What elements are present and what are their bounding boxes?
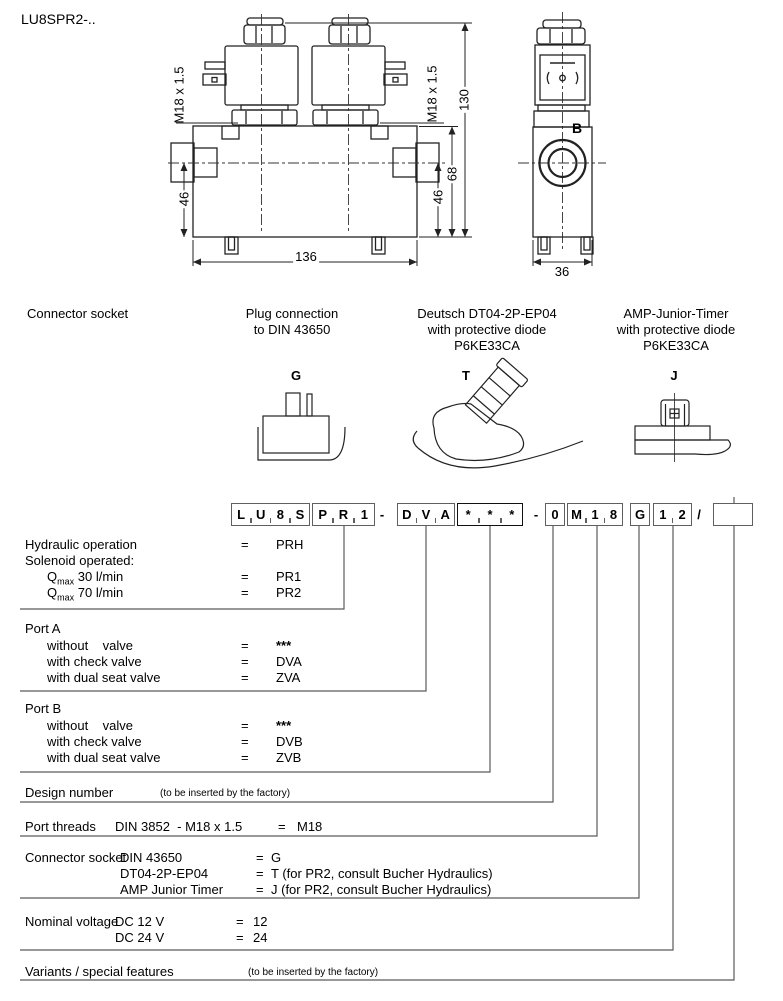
dim-m18-left-label: M18 x 1.5 (171, 66, 187, 124)
connector-t-title-line1: Deutsch DT04-2P-EP04 (417, 306, 557, 321)
s2-row2-value: DVA (276, 654, 302, 669)
s1-row3-eq: = (241, 569, 249, 584)
connector-g-title-line2: to DIN 43650 (253, 322, 331, 337)
dim-130-label: 130 (456, 89, 472, 111)
order-code-slash: / (697, 507, 701, 522)
s3-row3-label: with dual seat valve (47, 750, 161, 765)
s7-row1-eq: = (236, 914, 244, 929)
dim-46-left-label: 46 (176, 191, 192, 207)
s5-eq: = (278, 819, 286, 834)
s2-row1-value: *** (276, 638, 292, 653)
s1-row4-label: $Q_{max}$ 70 l/min (47, 585, 124, 603)
s2-row2-label: with check valve (47, 654, 142, 669)
side-view-drawing (533, 20, 593, 254)
order-code-box-pr1: P R 1 (312, 503, 375, 526)
s7-label: Nominal voltage (25, 914, 119, 929)
s3-row2-eq: = (241, 734, 249, 749)
s6-row3-value: J (for PR2, consult Bucher Hydraulics) (271, 882, 492, 897)
dim-68-label: 68 (444, 166, 460, 182)
dim-46-right-label: 46 (430, 189, 446, 205)
s6-row2-eq: = (256, 866, 264, 881)
s7-row2-value: 24 (253, 930, 268, 945)
order-code-box-dva: D V A (397, 503, 455, 526)
order-code-box-lu8s: L U 8 S (231, 503, 310, 526)
s1-row1-value: PRH (276, 537, 304, 552)
connector-t-title-line3: P6KE33CA (454, 338, 520, 353)
s6-row1-spec: DIN 43650 (120, 850, 183, 865)
connector-t-code: T (462, 368, 470, 383)
page-title: LU8SPR2-.. (21, 11, 96, 27)
s4-note: (to be inserted by the factory) (160, 788, 291, 799)
s7-row1-spec: DC 12 V (115, 914, 165, 929)
s7-row2-spec: DC 24 V (115, 930, 165, 945)
s2-row3-value: ZVA (276, 670, 301, 685)
s5-spec: DIN 3852 - M18 x 1.5 (115, 819, 243, 834)
connector-j-title-line1: AMP-Junior-Timer (623, 306, 729, 321)
s8-note: (to be inserted by the factory) (248, 967, 379, 978)
s3-title: Port B (25, 701, 62, 716)
side-view-dimension-lines (533, 240, 592, 266)
dim-m18-right-label: M18 x 1.5 (424, 65, 440, 123)
connector-g-title-line1: Plug connection (245, 306, 339, 321)
front-view-centerlines (168, 12, 606, 250)
dim-136-label: 136 (295, 249, 317, 264)
order-code-box-0: 0 (545, 503, 565, 526)
s2-row3-eq: = (241, 670, 249, 685)
order-code-dash2: - (533, 507, 539, 522)
s3-row1-eq: = (241, 718, 249, 733)
s2-title: Port A (25, 621, 61, 636)
s1-row2-label: Solenoid operated: (25, 553, 135, 568)
port-b-label: B (572, 120, 583, 136)
s4-label: Design number (25, 785, 114, 800)
connector-section-heading: Connector socket (27, 306, 129, 321)
s1-row4-value: PR2 (276, 585, 302, 600)
order-code-box-m18: M 1 8 (567, 503, 623, 526)
s5-value: M18 (297, 819, 323, 834)
connector-j-drawing (635, 393, 730, 462)
s2-row3-label: with dual seat valve (47, 670, 161, 685)
dim-36-label: 36 (554, 264, 570, 279)
connector-g-code: G (290, 368, 302, 383)
s3-row2-label: with check valve (47, 734, 142, 749)
s2-row2-eq: = (241, 654, 249, 669)
s6-row1-eq: = (256, 850, 264, 865)
s3-row3-eq: = (241, 750, 249, 765)
s6-row2-value: T (for PR2, consult Bucher Hydraulics) (271, 866, 493, 881)
s6-row3-spec: AMP Junior Timer (120, 882, 224, 897)
s1-row1-eq: = (241, 537, 249, 552)
s8-label: Variants / special features (25, 964, 174, 979)
s1-row4-eq: = (241, 585, 249, 600)
connector-j-title-line2: with protective diode (616, 322, 736, 337)
connector-t-title-line2: with protective diode (427, 322, 547, 337)
front-view-drawing (171, 18, 439, 254)
s3-row1-value: *** (276, 718, 292, 733)
s1-row1-label: Hydraulic operation (25, 537, 138, 552)
s3-row2-value: DVB (276, 734, 303, 749)
s7-row2-eq: = (236, 930, 244, 945)
order-code-box-stars: * * * (457, 503, 523, 526)
s1-row3-label: $Q_{max}$ 30 l/min (47, 569, 124, 587)
s2-row1-eq: = (241, 638, 249, 653)
connector-j-code: J (670, 368, 678, 383)
connector-g-drawing (258, 393, 345, 460)
front-view-dimension-lines (176, 23, 472, 266)
connector-j-title-line3: P6KE33CA (643, 338, 709, 353)
s1-row3-value: PR1 (276, 569, 302, 584)
s6-label: Connector socket (25, 850, 127, 865)
connector-t-drawing (413, 358, 583, 468)
order-code-dash1: - (379, 507, 385, 522)
s5-label: Port threads (25, 819, 96, 834)
order-code-box-g: G (630, 503, 650, 526)
s7-row1-value: 12 (253, 914, 268, 929)
s2-row1-label: without valve (47, 638, 133, 653)
s3-row3-value: ZVB (276, 750, 302, 765)
s6-row1-value: G (271, 850, 282, 865)
s6-row2-spec: DT04-2P-EP04 (120, 866, 209, 881)
s3-row1-label: without valve (47, 718, 133, 733)
order-code-box-12: 1 2 (653, 503, 692, 526)
order-code-box-variant (713, 503, 753, 526)
s6-row3-eq: = (256, 882, 264, 897)
